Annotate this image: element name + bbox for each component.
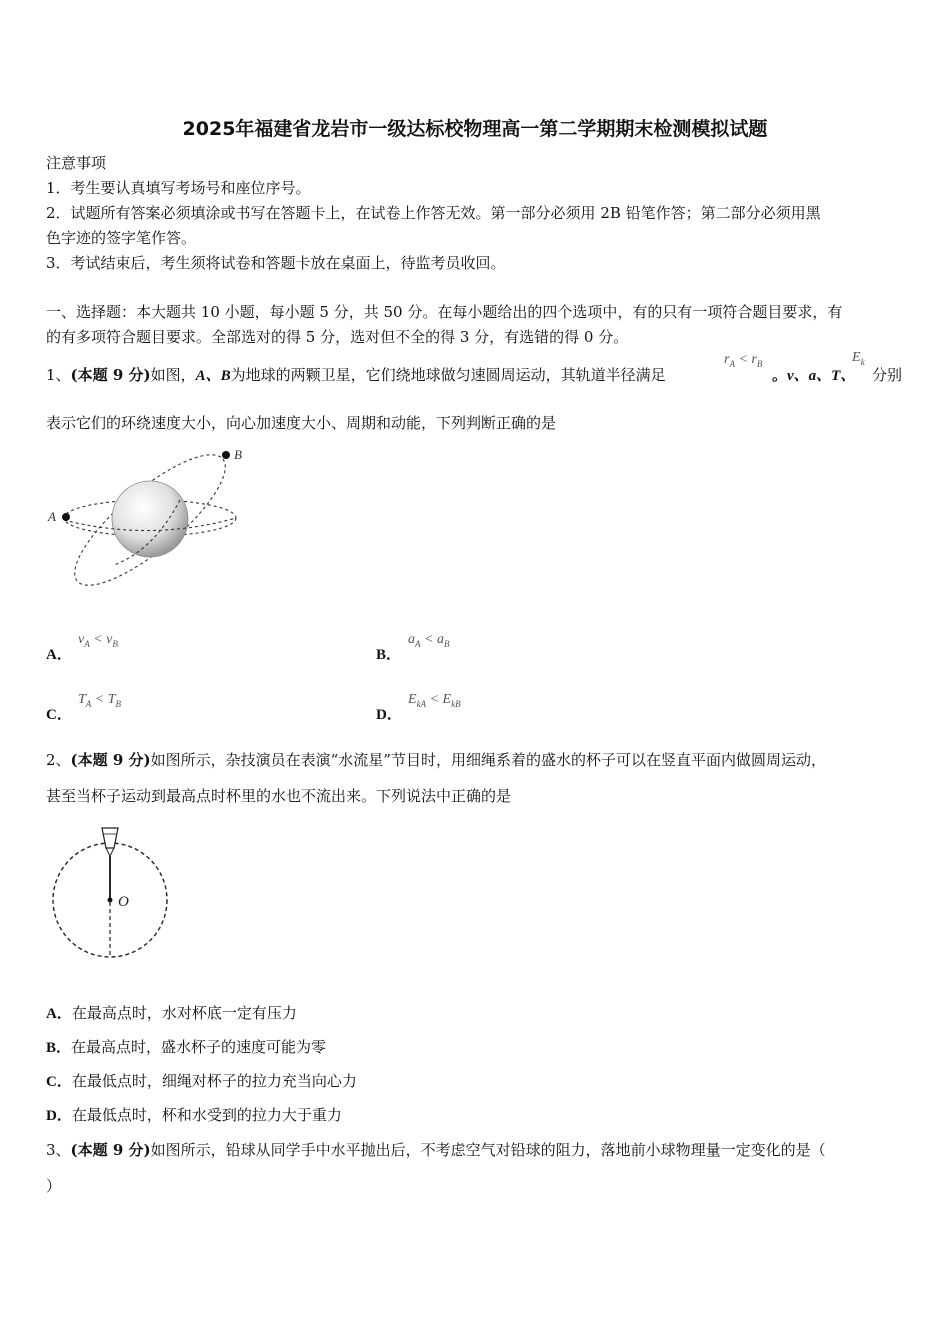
notice-item-2-cont: 色字迹的签字笔作答。 bbox=[46, 229, 197, 247]
formula-operator: < bbox=[420, 632, 437, 647]
label-o: O bbox=[118, 894, 129, 910]
q1-ek-symbol bbox=[852, 350, 865, 367]
q2-stem-line2: 甚至当杯子运动到最高点时杯里的水也不流出来。下列说法中正确的是 bbox=[46, 787, 512, 805]
option-label: C． bbox=[46, 1074, 72, 1090]
label-a: A bbox=[48, 509, 56, 524]
formula-symbol: a bbox=[408, 632, 415, 647]
q1-score: (本题 9 分) bbox=[70, 366, 151, 384]
formula-symbol: E bbox=[408, 692, 417, 707]
q1-option-a-formula bbox=[78, 632, 118, 649]
formula-subscript: kA bbox=[416, 698, 427, 709]
q1-option-b-formula bbox=[408, 632, 449, 649]
cup-tie bbox=[106, 848, 114, 856]
q1-ab: A、B bbox=[195, 368, 231, 384]
option-text: 在最高点时，盛水杯子的速度可能为零 bbox=[71, 1038, 327, 1056]
section-intro-line2: 的有多项符合题目要求。全部选对的得 5 分，选对但不全的得 3 分，有选错的得 0 分。 bbox=[46, 328, 629, 346]
formula-subscript: A bbox=[415, 638, 421, 649]
q1-satellite-figure bbox=[44, 440, 244, 600]
notice-item-1: 1．考生要认真填写考场号和座位序号。 bbox=[46, 179, 311, 197]
q1-option-c-formula bbox=[78, 692, 121, 709]
notice-heading: 注意事项 bbox=[46, 154, 107, 172]
q1-text-part2: 为地球的两颗卫星，它们绕地球做匀速圆周运动，其轨道半径满足 bbox=[230, 366, 666, 384]
q2-water-meteor-figure bbox=[48, 818, 178, 963]
cup-icon bbox=[102, 828, 118, 848]
formula-operator: < bbox=[426, 692, 443, 707]
formula-subscript: B bbox=[112, 638, 118, 649]
formula-symbol: T bbox=[78, 692, 86, 707]
formula-symbol: T bbox=[107, 692, 116, 707]
q3-score: (本题 9 分) bbox=[70, 1141, 151, 1159]
q2-number: 2、 bbox=[46, 751, 71, 769]
label-b: B bbox=[234, 447, 242, 462]
formula-subscript: A bbox=[85, 698, 92, 709]
notice-item-2: 2．试题所有答案必须填涂或书写在答题卡上，在试卷上作答无效。第一部分必须用 2B 铅笔作答；第二部分必须用黑 bbox=[46, 204, 821, 222]
q2-option-c bbox=[46, 1071, 357, 1092]
option-label: A． bbox=[46, 1006, 72, 1022]
q1-vars bbox=[772, 365, 855, 386]
q1-stem-line2: 表示它们的环绕速度大小，向心加速度大小、周期和动能，下列判断正确的是 bbox=[46, 414, 557, 432]
formula-symbol: r bbox=[751, 352, 757, 367]
q1-option-d-label: D． bbox=[376, 707, 402, 723]
q3-stem-line2: ） bbox=[46, 1177, 62, 1195]
formula-symbol: r bbox=[724, 352, 730, 367]
q2-option-a bbox=[46, 1003, 297, 1024]
q2-option-b bbox=[46, 1037, 326, 1058]
earth bbox=[112, 481, 188, 557]
section-intro-line1: 一、选择题：本大题共 10 小题，每小题 5 分，共 50 分。在每小题给出的四个选项中，有的只有一项符合题目要求，有 bbox=[46, 303, 843, 321]
formula-symbol: E bbox=[442, 692, 452, 707]
satellite-a bbox=[62, 513, 70, 521]
formula-symbol: v bbox=[78, 632, 85, 647]
q1-option-b-label: B． bbox=[376, 647, 402, 663]
formula-subscript: B bbox=[115, 698, 122, 709]
formula-operator: < bbox=[89, 632, 107, 647]
q2-stem-line1 bbox=[46, 750, 826, 770]
formula-subscript: B bbox=[443, 638, 450, 649]
q2-text: 如图所示，杂技演员在表演“水流星”节目时，用细绳系着的盛水的杯子可以在竖直平面内做圆周运动， bbox=[150, 751, 826, 769]
q1-condition-formula bbox=[724, 352, 762, 369]
q1-option-a-label: A． bbox=[46, 647, 72, 663]
formula-symbol: E bbox=[852, 350, 861, 365]
q3-number: 3、 bbox=[46, 1141, 71, 1159]
formula-operator: < bbox=[734, 352, 752, 367]
formula-subscript: A bbox=[729, 358, 735, 369]
formula-operator: < bbox=[91, 692, 108, 707]
q3-text: 如图所示，铅球从同学手中水平抛出后，不考虑空气对铅球的阻力，落地前小球物理量一定变化的是（ bbox=[150, 1141, 826, 1159]
formula-symbol: v bbox=[106, 632, 113, 647]
formula-subscript: kB bbox=[451, 698, 461, 709]
option-label: D． bbox=[46, 1108, 72, 1124]
q1-option-c-label: C． bbox=[46, 707, 72, 723]
q1-text-part1: 如图， bbox=[150, 366, 196, 384]
notice-item-3: 3．考试结束后，考生须将试卷和答题卡放在桌面上，待监考员收回。 bbox=[46, 254, 506, 272]
q1-option-d-formula bbox=[408, 692, 461, 709]
q1-var-list: v、a、T、 bbox=[787, 368, 856, 384]
q3-stem-line1 bbox=[46, 1140, 826, 1160]
page-title: 2025年福建省龙岩市一级达标校物理高一第二学期期末检测模拟试题 bbox=[182, 118, 768, 140]
q2-score: (本题 9 分) bbox=[70, 751, 151, 769]
formula-subscript: k bbox=[860, 356, 865, 367]
q1-text-part3: 分别 bbox=[872, 366, 903, 384]
q1-dot: 。 bbox=[772, 366, 788, 384]
formula-subscript: A bbox=[84, 638, 90, 649]
center-point bbox=[108, 898, 113, 903]
option-text: 在最低点时，细绳对杯子的拉力充当向心力 bbox=[71, 1072, 357, 1090]
option-text: 在最低点时，杯和水受到的拉力大于重力 bbox=[71, 1106, 342, 1124]
satellite-b bbox=[222, 451, 230, 459]
option-text: 在最高点时，水对杯底一定有压力 bbox=[71, 1004, 297, 1022]
formula-subscript: B bbox=[756, 358, 763, 369]
q2-option-d bbox=[46, 1105, 342, 1126]
formula-symbol: a bbox=[436, 632, 444, 647]
q1-stem-line1 bbox=[46, 365, 666, 386]
q1-number: 1、 bbox=[46, 366, 71, 384]
option-label: B． bbox=[46, 1040, 72, 1056]
